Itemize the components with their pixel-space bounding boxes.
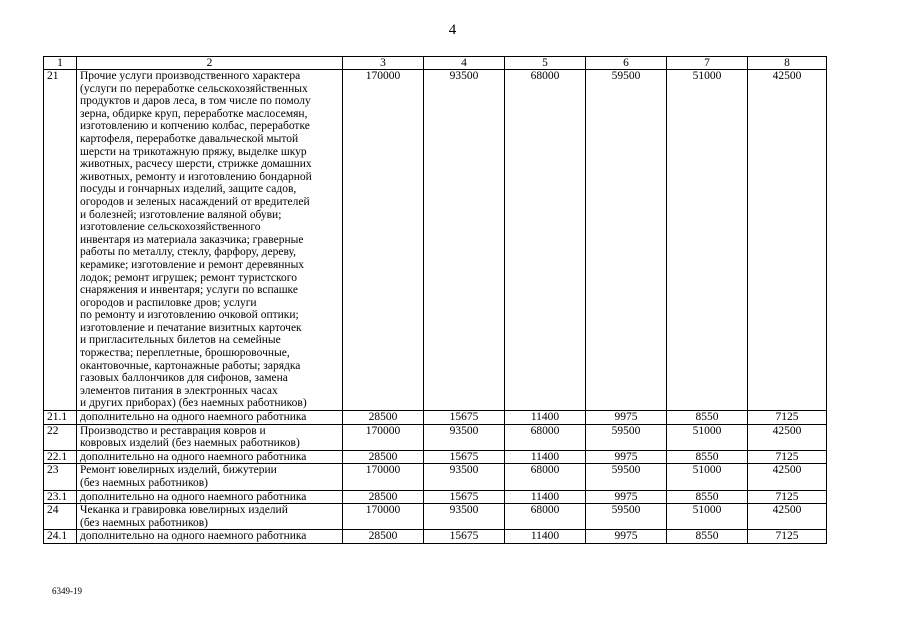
column-header: 1 xyxy=(44,57,77,70)
value-cell: 42500 xyxy=(748,464,827,490)
value-cell: 9975 xyxy=(586,490,667,504)
rates-table xyxy=(43,56,827,544)
row-number: 23 xyxy=(44,464,77,490)
row-number: 21 xyxy=(44,70,77,411)
column-header: 3 xyxy=(343,57,424,70)
value-cell: 59500 xyxy=(586,464,667,490)
value-cell: 9975 xyxy=(586,450,667,464)
document-code: 6349-19 xyxy=(52,586,82,596)
row-description: Прочие услуги производственного характера (услуги по переработке сельскохозяйственных продуктов и даров леса, в том числе по помолу зерна, обдирке круп, переработке маслосемян, изготовлению и копчению колбас, переработке картофеля, переработке давальческой мытой шерсти на трикотажную пряжу, выделке шкур животных, расчесу шерсти, стрижке домашних животных, ремонту и изготовлению бондарной посуды и гончарных изделий, защите садов, огородов и зеленых насаждений от вредителей и болезней; изготовление валяной обуви; изготовление сельскохозяйственного инвентаря из материала заказчика; граверные работы по металлу, стеклу, фарфору, дереву, керамике; изготовление и ремонт деревянных лодок; ремонт игрушек; ремонт туристского снаряжения и инвентаря; услуги по вспашке огородов и распиловке дров; услуги по ремонту и изготовлению очковой оптики; изготовление и печатание визитных карточек и пригласительных билетов на семейные торжества; переплетные, брошюровочные, окантовочные, картонажные работы; зарядка газовых баллончиков для сифонов, замена элементов питания в электронных часах и других приборах) (без наемных работников) xyxy=(77,70,343,411)
column-header: 8 xyxy=(748,57,827,70)
column-header: 2 xyxy=(77,57,343,70)
value-cell: 15675 xyxy=(424,450,505,464)
row-description: Производство и реставрация ковров и ковровых изделий (без наемных работников) xyxy=(77,424,343,450)
table-row xyxy=(44,464,827,490)
value-cell: 93500 xyxy=(424,70,505,411)
value-cell: 42500 xyxy=(748,424,827,450)
value-cell: 59500 xyxy=(586,70,667,411)
row-description: Ремонт ювелирных изделий, бижутерии (без наемных работников) xyxy=(77,464,343,490)
value-cell: 51000 xyxy=(667,464,748,490)
value-cell: 28500 xyxy=(343,450,424,464)
table-row xyxy=(44,424,827,450)
value-cell: 7125 xyxy=(748,450,827,464)
value-cell: 11400 xyxy=(505,490,586,504)
row-number: 22.1 xyxy=(44,450,77,464)
table-row xyxy=(44,411,827,425)
value-cell: 42500 xyxy=(748,70,827,411)
value-cell: 170000 xyxy=(343,464,424,490)
value-cell: 51000 xyxy=(667,424,748,450)
row-number: 24.1 xyxy=(44,530,77,544)
value-cell: 59500 xyxy=(586,504,667,530)
value-cell: 7125 xyxy=(748,490,827,504)
value-cell: 7125 xyxy=(748,530,827,544)
value-cell: 59500 xyxy=(586,424,667,450)
value-cell: 68000 xyxy=(505,424,586,450)
value-cell: 170000 xyxy=(343,424,424,450)
value-cell: 8550 xyxy=(667,490,748,504)
value-cell: 9975 xyxy=(586,530,667,544)
table-header-row xyxy=(44,57,827,70)
value-cell: 68000 xyxy=(505,504,586,530)
value-cell: 28500 xyxy=(343,411,424,425)
value-cell: 93500 xyxy=(424,464,505,490)
table-row xyxy=(44,530,827,544)
row-number: 23.1 xyxy=(44,490,77,504)
value-cell: 51000 xyxy=(667,70,748,411)
value-cell: 68000 xyxy=(505,464,586,490)
value-cell: 28500 xyxy=(343,530,424,544)
row-number: 21.1 xyxy=(44,411,77,425)
row-description: дополнительно на одного наемного работника xyxy=(77,450,343,464)
value-cell: 42500 xyxy=(748,504,827,530)
column-header: 6 xyxy=(586,57,667,70)
value-cell: 7125 xyxy=(748,411,827,425)
value-cell: 93500 xyxy=(424,424,505,450)
table-row xyxy=(44,490,827,504)
value-cell: 170000 xyxy=(343,70,424,411)
value-cell: 15675 xyxy=(424,530,505,544)
value-cell: 68000 xyxy=(505,70,586,411)
table-row xyxy=(44,504,827,530)
row-number: 22 xyxy=(44,424,77,450)
row-description: дополнительно на одного наемного работника xyxy=(77,490,343,504)
value-cell: 9975 xyxy=(586,411,667,425)
column-header: 7 xyxy=(667,57,748,70)
value-cell: 8550 xyxy=(667,411,748,425)
value-cell: 8550 xyxy=(667,530,748,544)
value-cell: 15675 xyxy=(424,411,505,425)
column-header: 5 xyxy=(505,57,586,70)
table-row xyxy=(44,70,827,411)
value-cell: 170000 xyxy=(343,504,424,530)
row-number: 24 xyxy=(44,504,77,530)
value-cell: 11400 xyxy=(505,411,586,425)
value-cell: 8550 xyxy=(667,450,748,464)
row-description: дополнительно на одного наемного работника xyxy=(77,411,343,425)
value-cell: 51000 xyxy=(667,504,748,530)
value-cell: 11400 xyxy=(505,450,586,464)
value-cell: 93500 xyxy=(424,504,505,530)
page-number: 4 xyxy=(448,22,457,38)
value-cell: 11400 xyxy=(505,530,586,544)
row-description: Чеканка и гравировка ювелирных изделий (без наемных работников) xyxy=(77,504,343,530)
value-cell: 15675 xyxy=(424,490,505,504)
column-header: 4 xyxy=(424,57,505,70)
value-cell: 28500 xyxy=(343,490,424,504)
table-row xyxy=(44,450,827,464)
row-description: дополнительно на одного наемного работника xyxy=(77,530,343,544)
